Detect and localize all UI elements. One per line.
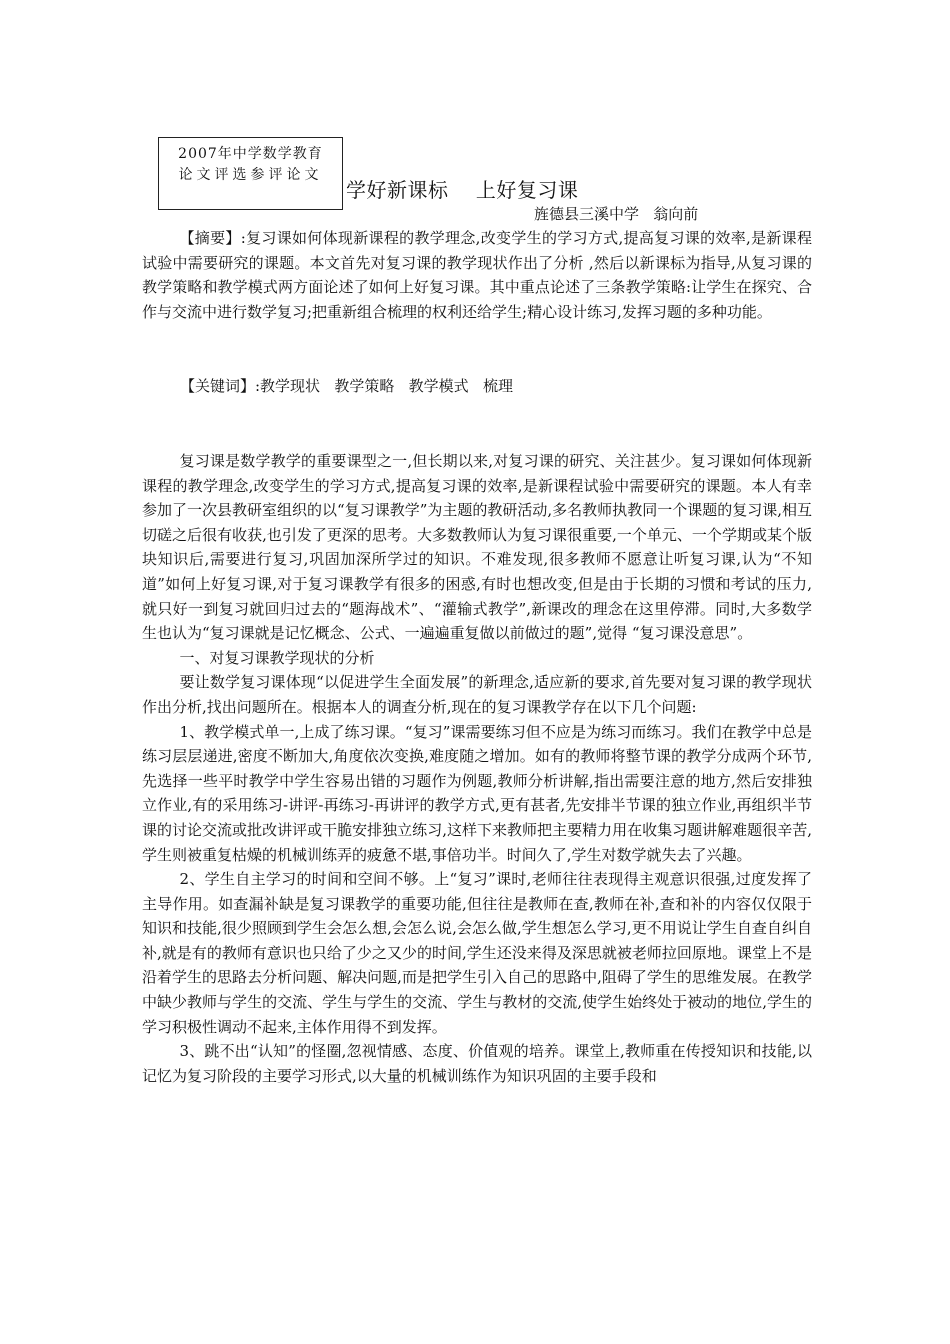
contest-label-line-2: 论文评选参评论文 bbox=[178, 167, 323, 183]
body-paragraph: 复习课是数学教学的重要课型之一,但长期以来,对复习课的研究、关注甚少。复习课如何体现新课程的教学理念,改变学生的学习方式,提高复习课的效率,是新课程试验中需要研究的课题。本人有幸参加了一次县教研室组织的以“复习课教学”为主题的教研活动,多名教师执教同一个课题的复习课,相互切磋之后很有收获,也引发了更深的思考。大多数教师认为复习课很重要,一个单元、一个学期或某个版块知识后,需要进行复习,巩固加深所学过的知识。不难发现,很多教师不愿意让听复习课,认为“不知道”如何上好复习课,对于复习课教学有很多的困惑,有时也想改变,但是由于长期的习惯和考试的压力,就只好一到复习就回归过去的“题海战术”、“灌输式教学”,新课改的理念在这里停滞。同时,大多数学生也认为“复习课就是记忆概念、公式、一遍遍重复做以前做过的题”,觉得 “复习课没意思”。 bbox=[142, 452, 812, 643]
abstract-section bbox=[142, 226, 812, 324]
body-section bbox=[142, 449, 812, 1088]
author-line: 旌德县三溪中学 翁向前 bbox=[534, 205, 699, 223]
contest-label-line-1: 2007年中学数学教育 bbox=[178, 146, 323, 162]
body-paragraph: 3、跳不出“认知”的怪圈,忽视情感、态度、价值观的培养。课堂上,教师重在传授知识和技能,以记忆为复习阶段的主要学习形式,以大量的机械训练作为知识巩固的主要手段和 bbox=[142, 1042, 812, 1085]
section-heading: 一、对复习课教学现状的分析 bbox=[179, 648, 375, 667]
body-paragraph: 2、学生自主学习的时间和空间不够。上“复习”课时,老师往往表现得主观意识很强,过度发挥了主导作用。如查漏补缺是复习课教学的重要功能,但往往是教师在查,教师在补,查和补的内容仅仅限于知识和技能,很少照顾到学生会怎么想,会怎么说,会怎么做,学生想怎么学习,更不用说让学生自查自纠自补,就是有的教师有意识也只给了少之又少的时间,学生还没来得及深思就被老师拉回原地。课堂上不是沿着学生的思路去分析问题、解决问题,而是把学生引入自己的思路中,阻碍了学生的思维发展。在教学中缺少教师与学生的交流、学生与学生的交流、学生与教材的交流,使学生始终处于被动的地位,学生的学习积极性调动不起来,主体作用得不到发挥。 bbox=[142, 870, 812, 1036]
paper-title: 学好新课标 上好复习课 bbox=[346, 178, 579, 202]
contest-label-box bbox=[158, 137, 343, 210]
keywords-line: 【关键词】:教学现状 教学策略 教学模式 梳理 bbox=[180, 377, 513, 395]
abstract-text: 【摘要】:复习课如何体现新课程的教学理念,改变学生的学习方式,提高复习课的效率,是新课程试验中需要研究的课题。本文首先对复习课的教学现状作出了分析 ,然后以新课标为指导,从复习课的教学策略和教学模式两方面论述了如何上好复习课。其中重点论述了三条教学策略:让学生在探究、合作与交流中进行数学复习;把重新组合梳理的权利还给学生;精心设计练习,发挥习题的多种功能。 bbox=[142, 229, 812, 321]
body-paragraph: 1、教学模式单一,上成了练习课。“复习”课需要练习但不应是为练习而练习。我们在教学中总是练习层层递进,密度不断加大,角度依次变换,难度随之增加。如有的教师将整节课的教学分成两个环节,先选择一些平时教学中学生容易出错的习题作为例题,教师分析讲解,指出需要注意的地方,然后安排独立作业,有的采用练习-讲评-再练习-再讲评的教学方式,更有甚者,先安排半节课的独立作业,再组织半节课的讨论交流或批改讲评或干脆安排独立练习,这样下来教师把主要精力用在收集习题讲解难题很辛苦,学生则被重复枯燥的机械训练弄的疲惫不堪,事倍功半。时间久了,学生对数学就失去了兴趣。 bbox=[142, 722, 812, 864]
body-paragraph: 要让数学复习课体现“以促进学生全面发展”的新理念,适应新的要求,首先要对复习课的教学现状作出分析,找出问题所在。根据本人的调查分析,现在的复习课教学存在以下几个问题: bbox=[142, 673, 812, 716]
